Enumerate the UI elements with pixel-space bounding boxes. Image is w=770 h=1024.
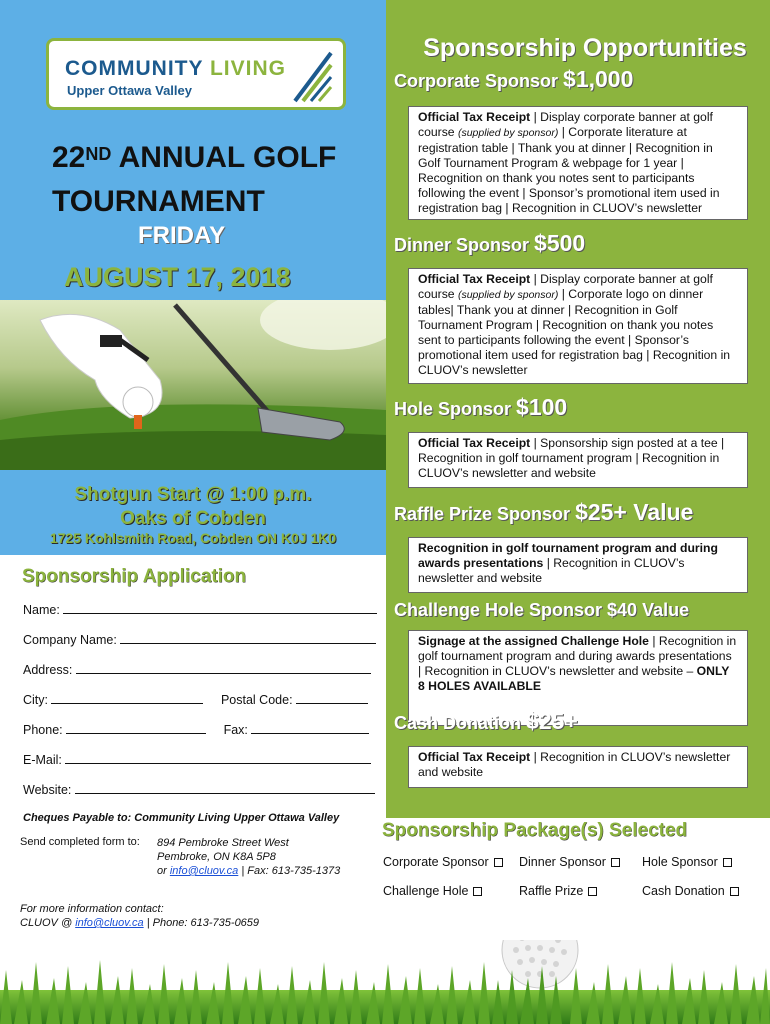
package-dinner-checkbox[interactable] (611, 858, 620, 867)
dinner-heading (394, 230, 585, 257)
cash-receipt: Official Tax Receipt (418, 750, 531, 764)
venue-name: Oaks of Cobden (120, 508, 266, 529)
package-hole-checkbox[interactable] (723, 858, 732, 867)
package-challenge[interactable] (383, 884, 482, 898)
package-corporate-checkbox[interactable] (494, 858, 503, 867)
address-row (23, 662, 371, 677)
dinner-receipt: Official Tax Receipt (418, 272, 531, 286)
email-label: E-Mail: (23, 753, 62, 767)
name-row (23, 602, 377, 617)
company-row (23, 632, 376, 647)
title-ordinal: 22 (52, 141, 86, 174)
shotgun-start: Shotgun Start @ 1:00 p.m. (74, 484, 312, 505)
website-field[interactable] (75, 782, 375, 794)
challenge-text: | Recognition in golf tournament program and during awards presentations | Recognition in CLUOV’s newsletter and website – (418, 634, 737, 678)
raffle-recognition: Recognition in golf tournament program and during awards presentations (418, 541, 718, 570)
cash-amount: $25+ (526, 708, 578, 734)
event-day: FRIDAY (138, 222, 226, 249)
cash-label: Cash Donation (394, 713, 522, 733)
more-info-heading: For more information contact: (20, 903, 164, 915)
challenge-limit: ONLY 8 HOLES AVAILABLE (418, 664, 730, 693)
phone-row (23, 722, 369, 737)
send-address-line-3 (157, 864, 340, 878)
title-line-1: ANNUAL GOLF (118, 141, 337, 174)
corporate-heading (394, 66, 633, 93)
address-label: Address: (23, 663, 73, 677)
package-hole[interactable] (642, 855, 732, 869)
packages-title: Sponsorship Package(s) Selected (382, 820, 688, 841)
hole-description (408, 432, 748, 488)
fax-field[interactable] (251, 722, 369, 734)
email-field[interactable] (65, 752, 371, 764)
hole-text: | Sponsorship sign posted at a tee | Recognition in golf tournament program | Recognition in CLUOV’s newsletter and website (418, 436, 725, 480)
send-address-line-2: Pembroke, ON K8A 5P8 (157, 851, 276, 863)
send-fax: | Fax: 613-735-1373 (241, 865, 341, 877)
dinner-text-2: | Corporate logo on dinner tables| Thank you at dinner | Recognition in Golf Tournament Program | Recognition on thank you notes sent to participants following the event | Sponsor’s promotional item used for registration bag | Recognition in CLUOV’s newsletter (418, 287, 731, 377)
postal-label: Postal Code: (220, 693, 293, 707)
send-email-link[interactable]: info@cluov.ca (169, 865, 239, 877)
phone-field[interactable] (66, 722, 206, 734)
more-info-phone: | Phone: 613-735-0659 (146, 917, 260, 929)
raffle-label: Raffle Prize Sponsor (394, 504, 571, 524)
grass-footer-illustration (0, 940, 770, 1024)
dinner-text-1: | Display corporate banner at golf course (418, 272, 713, 301)
challenge-heading (394, 600, 689, 621)
logo-subtitle: Upper Ottawa Valley (67, 83, 192, 98)
raffle-amount: $25+ Value (575, 499, 694, 525)
package-challenge-checkbox[interactable] (473, 887, 482, 896)
package-corporate-label: Corporate Sponsor (383, 855, 489, 869)
event-date: AUGUST 17, 2018 (64, 262, 291, 292)
website-row (23, 782, 375, 797)
logo-ribbon-icon (293, 49, 333, 105)
send-label: Send completed form to: (20, 836, 140, 848)
logo-word-community: COMMUNITY (65, 57, 204, 80)
city-row (23, 692, 368, 707)
more-info-email-link[interactable]: info@cluov.ca (75, 917, 144, 929)
city-label: City: (23, 693, 48, 707)
challenge-signage: Signage at the assigned Challenge Hole (418, 634, 649, 648)
package-challenge-label: Challenge Hole (383, 884, 469, 898)
hole-label: Hole Sponsor (394, 399, 512, 419)
dinner-label: Dinner Sponsor (394, 235, 530, 255)
raffle-text: | Recognition in CLUOV’s newsletter and website (418, 556, 685, 585)
title-ordinal-suffix: ND (85, 144, 112, 164)
dinner-description (408, 268, 748, 384)
application-title: Sponsorship Application (22, 566, 247, 587)
email-row (23, 752, 371, 767)
corporate-label: Corporate Sponsor (394, 71, 559, 91)
sponsorship-title: Sponsorship Opportunities (423, 34, 747, 62)
golf-ball-icon (502, 940, 578, 988)
name-label: Name: (23, 603, 60, 617)
corporate-supplied: (supplied by sponsor) (457, 127, 559, 139)
tournament-title (52, 136, 352, 224)
name-field[interactable] (63, 602, 377, 614)
fax-label: Fax: (223, 723, 248, 737)
cash-text: | Recognition in CLUOV’s newsletter and website (418, 750, 731, 779)
golf-club-ball-illustration (0, 300, 386, 470)
cash-heading (394, 708, 578, 735)
cheques-payable: Cheques Payable to: Community Living Upper Ottawa Valley (23, 812, 340, 824)
dinner-supplied: (supplied by sponsor) (457, 289, 559, 301)
cash-description (408, 746, 748, 788)
company-label: Company Name: (23, 633, 117, 647)
package-dinner-label: Dinner Sponsor (519, 855, 606, 869)
hole-heading (394, 394, 567, 421)
corporate-amount: $1,000 (563, 66, 634, 92)
package-raffle-checkbox[interactable] (588, 887, 597, 896)
send-or: or (157, 865, 167, 877)
venue-address: 1725 Kohlsmith Road, Cobden ON K0J 1K0 (49, 530, 337, 546)
hole-receipt: Official Tax Receipt (418, 436, 531, 450)
package-corporate[interactable] (383, 855, 503, 869)
corporate-text-2: | Corporate literature at registration table | Thank you at dinner | Recognition in Golf Tournament Program & webpage for 1 year | Recognition on thank you notes sent to participants following the event | Sponsor’s promotional item used in registration bag | Recognition in CLUOV’s newsletter (418, 125, 720, 215)
community-living-logo (46, 38, 346, 110)
more-info-contact (20, 916, 259, 930)
package-dinner[interactable] (519, 855, 620, 869)
corporate-text-1: | Display corporate banner at golf course (418, 110, 713, 139)
corporate-receipt: Official Tax Receipt (418, 110, 531, 124)
package-cash-label: Cash Donation (642, 884, 725, 898)
raffle-heading (394, 499, 693, 526)
company-field[interactable] (120, 632, 376, 644)
package-cash[interactable] (642, 884, 739, 898)
postal-field[interactable] (296, 692, 368, 704)
package-cash-checkbox[interactable] (730, 887, 739, 896)
phone-label: Phone: (23, 723, 63, 737)
logo-word-living: LIVING (209, 57, 286, 80)
hole-amount: $100 (516, 394, 568, 420)
send-address (157, 836, 340, 878)
logo-wordmark (65, 57, 286, 81)
package-hole-label: Hole Sponsor (642, 855, 718, 869)
package-raffle[interactable] (519, 884, 597, 898)
city-field[interactable] (51, 692, 203, 704)
challenge-label: Challenge Hole Sponsor $40 Value (394, 600, 690, 620)
title-line-2: TOURNAMENT (52, 185, 265, 218)
address-field[interactable] (76, 662, 371, 674)
raffle-description (408, 537, 748, 593)
dinner-amount: $500 (534, 230, 586, 256)
website-label: Website: (23, 783, 72, 797)
golf-photo (0, 300, 386, 470)
more-info-prefix: CLUOV @ (20, 917, 73, 929)
corporate-description (408, 106, 748, 220)
package-raffle-label: Raffle Prize (519, 884, 584, 898)
more-info (20, 902, 259, 930)
send-address-line-1: 894 Pembroke Street West (157, 837, 289, 849)
